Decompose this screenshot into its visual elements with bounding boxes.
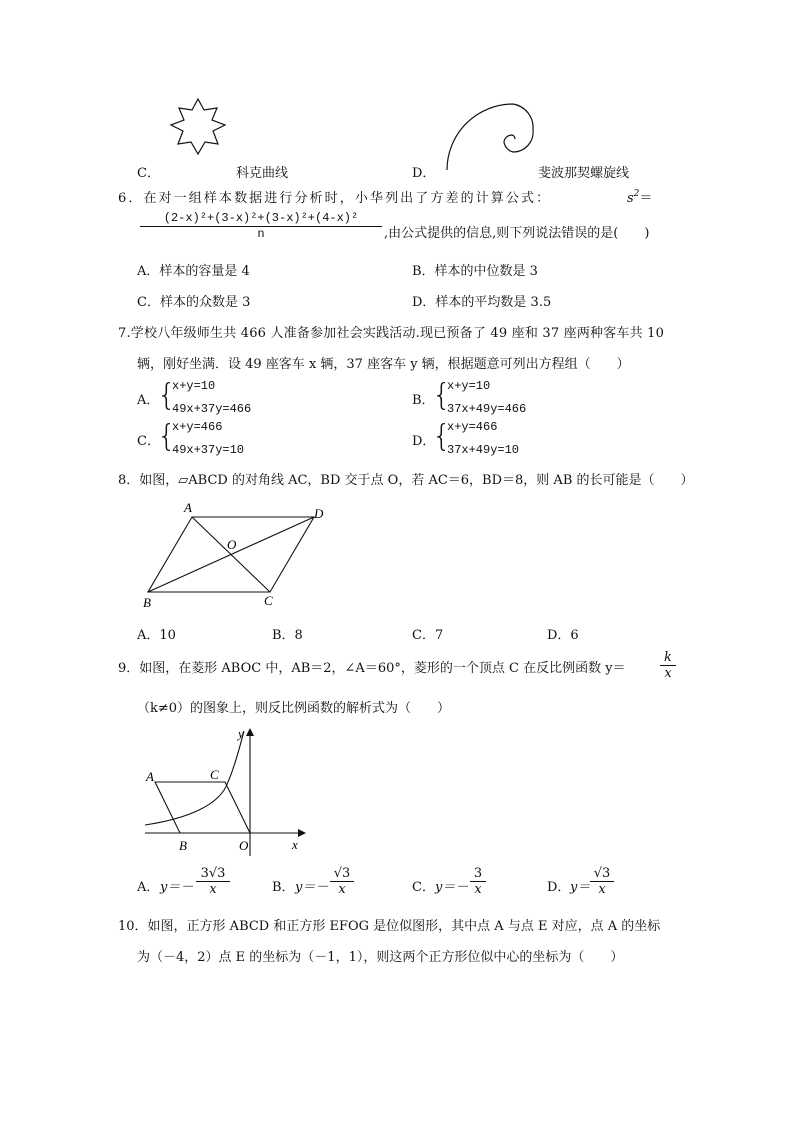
q10-stem-line2: 为（－4，2）点 E 的坐标为（－1，1），则这两个正方形位似中心的坐标为（ ） [137,950,624,965]
q7-a-eq1: x+y=10 [172,379,216,393]
q7-b-brace: { [432,378,452,413]
q7-d-eq1: x+y=466 [447,420,498,434]
q9-label-a: A [146,769,154,784]
q9-label-x: x [292,837,298,852]
q9-a-pre: y＝－ [160,880,194,895]
q5-d-label: 斐波那契螺旋线 [538,166,630,181]
q6-option-a[interactable]: A．样本的容量是 4 [137,264,250,279]
q6-option-d[interactable]: D．样本的平均数是 3.5 [412,295,552,310]
q9-d-pre: y＝ [570,880,591,895]
q7-c-brace: { [157,419,177,454]
q9-rhombus-graph [140,726,310,856]
q9-b-fraction: $\frac{√3}{x}$ [330,866,354,897]
q8-label-o: O [227,537,237,552]
q7-d-eq2: 37x+49y=10 [447,443,520,457]
q7-stem-line1: 7.学校八年级师生共 466 人准备参加社会实践活动.现已预备了 49 座和 37 座两种客车共 10 [118,326,665,341]
q10-stem-line1: 10．如图，正方形 ABCD 和正方形 EFOG 是位似图形，其中点 A 与点 E 对应，点 A 的坐标 [118,919,661,934]
q8-stem: 8．如图，▱ABCD 的对角线 AC，BD 交于点 O，若 AC＝6，BD＝8，则 AB 的长可能是（ ） [118,473,694,488]
q9-c-pre: y＝－ [435,880,469,895]
q5-c-label: 科克曲线 [236,166,289,181]
q9-a-letter: A． [137,880,160,895]
q9-label-b: B [179,838,187,853]
q9-label-y: y [238,726,244,741]
q7-a-brace: { [157,378,177,413]
q9-stem-line1: 9．如图，在菱形 ABOC 中，AB＝2，∠A＝60°，菱形的一个顶点 C 在反比例函数 y＝ [118,661,626,676]
q9-a-fraction: $\frac{3√3}{x}$ [196,866,230,897]
q8-label-b: B [143,595,151,610]
q9-hyperbola-curve [145,731,244,825]
q9-b-letter: B． [272,880,295,895]
q8-option-d[interactable]: D．6 [547,628,579,643]
q8-label-a: A [184,500,192,515]
koch-snowflake-figure [160,96,236,166]
q7-b-eq2: 37x+49y=466 [447,402,527,416]
q9-d-fraction: $\frac{√3}{x}$ [590,866,614,897]
q6-variance-fraction [140,211,382,242]
q8-diagonal-bd [148,517,314,592]
q9-stem-line2: （k≠0）的图象上，则反比例函数的解析式为（ ） [137,701,451,716]
q7-c-letter: C． [137,434,160,449]
q5-c-letter: C． [137,166,160,181]
q6-stem-tail: ,由公式提供的信息,则下列说法错误的是( ) [384,226,650,241]
q9-label-o: O [239,838,249,853]
q9-label-c: C [210,767,219,782]
q7-c-eq2: 49x+37y=10 [172,443,245,457]
q7-stem-line2: 辆，刚好坐满．设 49 座客车 x 辆，37 座客车 y 辆，根据题意可列出方程组（ ） [137,357,630,372]
fibonacci-spiral-figure [440,96,536,176]
q7-c-eq1: x+y=466 [172,420,223,434]
q8-label-c: C [264,593,273,608]
q9-c-letter: C． [412,880,435,895]
q7-d-letter: D． [412,434,436,449]
q8-option-b[interactable]: B．8 [272,628,303,643]
q7-a-letter: A． [137,393,160,408]
q6-fraction-denominator: n [257,227,265,241]
q5-d-letter: D． [412,166,436,181]
q7-b-eq1: x+y=10 [447,379,491,393]
q7-a-eq2: 49x+37y=466 [172,402,252,416]
q6-stem-line1: 6．在对一组样本数据进行分析时，小华列出了方差的计算公式： [118,191,552,206]
q7-d-brace: { [432,419,452,454]
q8-label-d: D [314,506,324,521]
q9-d-letter: D． [547,880,571,895]
q8-option-a[interactable]: A．10 [137,628,176,643]
q8-parallelogram-figure [138,498,338,614]
q6-option-b[interactable]: B．样本的中位数是 3 [412,264,538,279]
q6-fraction-numerator: (2-x)²+(3-x)²+(3-x)²+(4-x)² [140,211,382,227]
q8-option-c[interactable]: C．7 [412,628,444,643]
q6-option-c[interactable]: C．样本的众数是 3 [137,295,251,310]
q6-formula-lhs: $s^2=$ [627,189,653,206]
q9-k-over-x: $\frac{k}{x}$ [660,650,676,681]
q7-b-letter: B． [412,393,435,408]
q9-rhombus [155,782,250,833]
q9-b-pre: y＝－ [295,880,329,895]
y-axis-arrow-icon [246,728,254,736]
x-axis-arrow-icon [298,829,306,837]
q9-c-fraction: $\frac{3}{x}$ [470,866,486,897]
